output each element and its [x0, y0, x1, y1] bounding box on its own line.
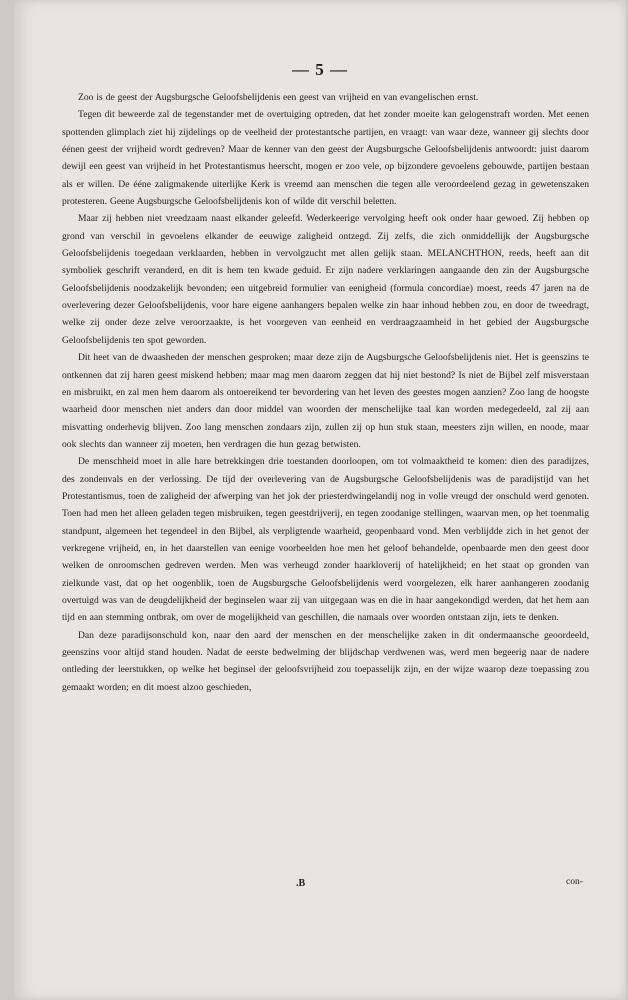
- paragraph-4: Dit heet van de dwaasheden der menschen gesproken; maar deze zijn de Augsburgsche Geloofsbelijdenis niet. Het is geenszins te ontkennen dat zij haren geest miskend hebben; maar mag men daarom zeggen dat hij niet bestond? Is niet de Bijbel zelf misverstaan en misbruikt, en zal men hem daarom als ontoereikend ter bevordering van het leven des geestes mogen aanzien? Zoo lang de hoogste waarheid door menschen niet anders dan door middel van woorden der menschelijke taal kan worden medegedeeld, zal zij aan misvatting onderhevig blijven. Zoo lang menschen zondaars zijn, zullen zij op hun stuk staan, meesters zijn willen, en noode, maar ook slechts dan wanneer zij moeten, hen verdragen die hun gezag betwisten.: [62, 352, 589, 450]
- paragraph-5: De menschheid moet in alle hare betrekkingen drie toestanden doorloopen, om tot volmaaktheid te komen: dien des paradijzes, des zondenvals en der verlossing. De tijd der overlevering van de Augsburgsche Geloofsbelijdenis was de paradijstijd van het Protestantismus, toen de zaligheid der afwerping van het jok der priesterdwingelandij nog in volle vreugd der onschuld werd genoten. Toen had men het alleen geladen tegen misbruiken, tegen geestdrijverij, en tegen zoodanige stellingen, waarvan men, op het toenmalig standpunt, algemeen het tegendeel in den Bijbel, als verpligtende waarheid, geopenbaard vond. Men verblijdde zich in het genot der verkregene vrijheid, en, in het daarstellen van eenige voorbeelden hoe men het geloof behandelde, openbaarde men den geest door welken de onroomschen gedreven werden. Men was verheugd zonder haarkloverij of hatelijkheid; en het staat op gronden van zielkunde vast, dat op het oogenblik, toen de Augsburgsche Geloofsbelijdenis werd voorgelezen, elk harer aanhangeren zoodanig overtuigd was van de deugdelijkheid der beginselen waar zij van uitgegaan was en die in haar aangekondigd werden, dat het hem aan tijd en aan stemming ontbrak, om over de mogelijkheid van geschillen, die namaals over woorden ontstaan zijn, iets te denken.: [62, 456, 589, 624]
- paragraph-6: Dan deze paradijsonschuld kon, naar den aard der menschen en der menschelijke zaken in dit ondermaansche geoordeeld, geenszins voor altijd stand houden. Nadat de eerste bedwelming der blijdschap verdwenen was, werd men begeerig naar de nadere ontleding der leerstukken, op welke het beginsel der geloofsvrijheid zou toepasselijk zijn, en der wijze waarop deze toepassing zou gemaakt worden; en dit moest alzoo geschieden,: [62, 629, 589, 693]
- printer-signature: .B: [296, 878, 306, 889]
- body-text: [62, 89, 589, 696]
- paragraph-1: Zoo is de geest der Augsburgsche Geloofsbelijdenis een geest van vrijheid en van evangelischen ernst.: [78, 92, 479, 103]
- paragraph-2: Tegen dit beweerde zal de tegenstander met de overtuiging optreden, dat het zonder moeite kan gelogenstraft worden. Met eenen spottenden glimplach ziet hij zijdelings op de veelheid der protestantsche partijen, en vraagt: van waar deze, wanneer gij slechts door éénen geest der vrijheid wordt gedreven? Maar de kenner van den geest der Augsburgsche Geloofsbelijdenis antwoordt: juist daarom dewijl een geest van vrijheid in het Protestantismus heerscht, mogen er zoo vele, op bijzondere gevoelens gebouwde, partijen bestaan als er willen. De ééne zaligmakende uiterlijke Kerk is vreemd aan menschen die tegen alle veroordeelend gezag in gewetenszaken protesteren. Geene Augsburgsche Geloofsbelijdenis kon of wilde dit verschil beletten.: [62, 109, 589, 208]
- page-number: — 5 —: [292, 60, 348, 79]
- catchword: con-: [566, 876, 584, 887]
- paragraph-3: Maar zij hebben niet vreedzaam naast elkander geleefd. Wederkeerige vervolging heeft ook onder haar gewoed. Zij hebben op grond van verschil in gevoelens elkander de eeuwige zaligheid ontzegd. Zij zelfs, die zich onmiddellijk der Augsburgsche Geloofsbelijdenis toegedaan verklaarden, hebben in vervolgzucht met allen gelijk staan. MELANCHTHON, reeds, heeft aan dit symboliek geschrift veranderd, en dit is hem ten kwade geduid. Er zijn nadere verklaringen aangaande den zin der Augsburgsche Geloofsbelijdenis noodzakelijk bevonden; een uitgebreid formulier van eenigheid (formula concordiae) moest, reeds 47 jaren na de overlevering dezer Geloofsbelijdenis, voor hare eigene aanhangers bepalen welke zin haar inhoud hebben zou, en door de tweedragt, welke zij onder deze zelve veroorzaakte, is het voorgeven van eenheid en verdraagzaamheid in het gebied der Augsburgsche Geloofsbelijdenis ten spot geworden.: [62, 213, 589, 346]
- book-page: [14, 0, 626, 1000]
